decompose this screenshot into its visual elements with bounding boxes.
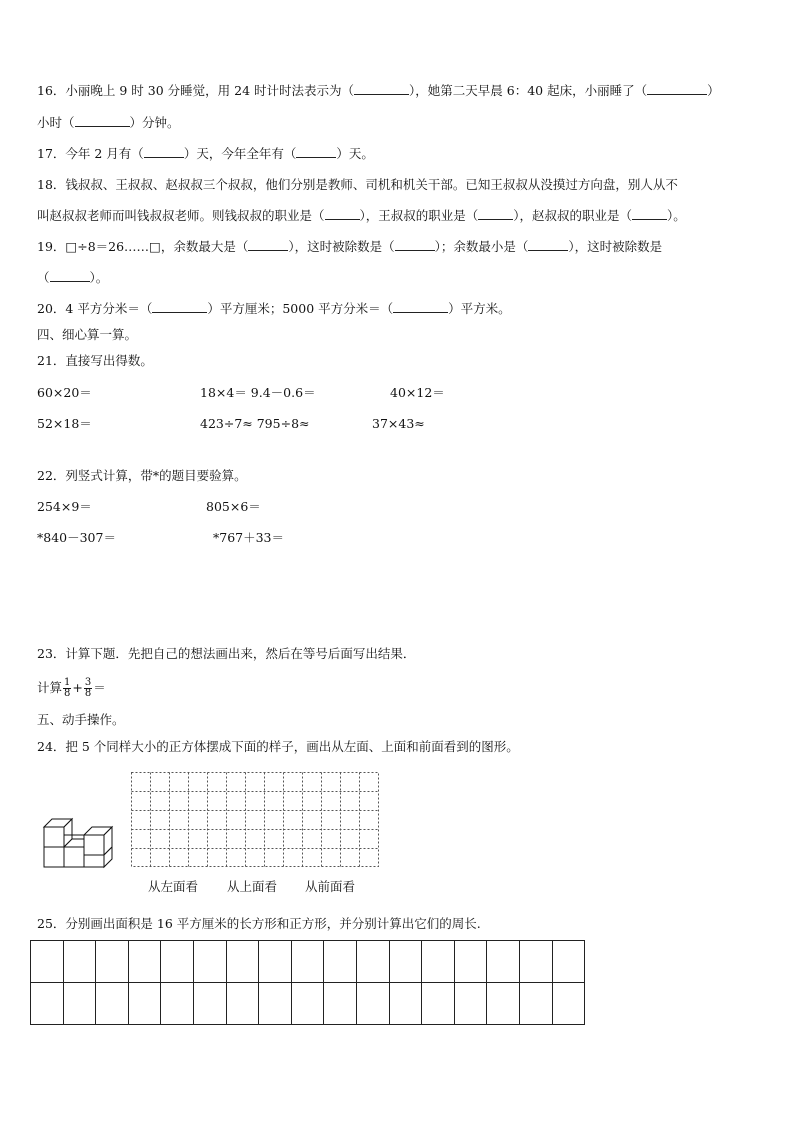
question-20: 20．4 平方分米＝（ ）平方厘米；5000 平方分米＝（ ）平方米。 [37, 301, 511, 316]
answer-blank[interactable] [632, 208, 667, 220]
section-5-heading: 五、动手操作。 [37, 712, 125, 727]
answer-blank[interactable] [528, 239, 568, 251]
fraction: $\frac{1}{8}$ [64, 677, 71, 699]
answer-blank[interactable] [50, 270, 90, 282]
answer-blank[interactable] [354, 83, 409, 95]
question-16-line-2: 小时（ ）分钟。 [37, 115, 180, 130]
caption-front-view: 从前面看 [305, 879, 356, 894]
q22-item: 254×9＝ [37, 499, 92, 514]
cube-stack-figure [40, 815, 116, 871]
section-4-heading: 四、细心算一算。 [37, 327, 138, 342]
question-19-line-2: （ ）。 [37, 270, 109, 285]
answer-blank[interactable] [647, 83, 707, 95]
question-18-line-2: 叫赵叔叔老师而叫钱叔叔老师。则钱叔叔的职业是（ ），王叔叔的职业是（ ），赵叔叔的职业是（ ）。 [37, 208, 686, 223]
answer-blank[interactable] [395, 239, 435, 251]
answer-blank[interactable] [393, 301, 448, 313]
answer-blank[interactable] [144, 146, 184, 158]
answer-blank[interactable] [478, 208, 513, 220]
caption-left-view: 从左面看 [148, 879, 199, 894]
question-18-line-1: 18．钱叔叔、王叔叔、赵叔叔三个叔叔，他们分别是教师、司机和机关干部。已知王叔叔从没摸过方向盘，别人从不 [37, 177, 678, 192]
q21-item: 52×18＝ [37, 416, 92, 431]
q23-expression: 计算 $\frac{1}{8}$ + $\frac{3}{8}$ ＝ [37, 677, 106, 699]
q21-item: 60×20＝ [37, 385, 92, 400]
question-21-title: 21．直接写出得数。 [37, 353, 153, 368]
answer-blank[interactable] [75, 115, 130, 127]
question-24-title: 24．把 5 个同样大小的正方体摆成下面的样子，画出从左面、上面和前面看到的图形。 [37, 739, 519, 754]
question-25-title: 25．分别画出面积是 16 平方厘米的长方形和正方形，并分别计算出它们的周长. [37, 916, 481, 931]
question-23-title: 23．计算下题．先把自己的想法画出来，然后在等号后面写出结果． [37, 646, 416, 661]
question-17: 17．今年 2 月有（ ）天，今年全年有（ ）天。 [37, 146, 374, 161]
q22-item: *767＋33＝ [213, 530, 285, 545]
q21-item: 18×4＝ 9.4－0.6＝ [200, 385, 316, 400]
square-drawing-grid [30, 940, 585, 1025]
answer-blank[interactable] [296, 146, 336, 158]
question-19-line-1: 19．□÷8＝26……□，余数最大是（ ），这时被除数是（ ）；余数最小是（ ），这时被除数是 [37, 239, 663, 254]
answer-blank[interactable] [248, 239, 288, 251]
q21-item: 423÷7≈ 795÷8≈ [200, 416, 310, 431]
q21-item: 37×43≈ [372, 416, 425, 431]
q22-item: *840－307＝ [37, 530, 116, 545]
dotted-drawing-grid [130, 771, 380, 868]
question-16-line-1: 16．小丽晚上 9 时 30 分睡觉，用 24 时计时法表示为（ ），她第二天早晨 6：40 起床，小丽睡了（ ） [37, 83, 720, 98]
q21-item: 40×12＝ [390, 385, 445, 400]
answer-blank[interactable] [152, 301, 207, 313]
caption-top-view: 从上面看 [227, 879, 278, 894]
q22-item: 805×6＝ [206, 499, 261, 514]
question-22-title: 22．列竖式计算，带*的题目要验算。 [37, 468, 247, 483]
answer-blank[interactable] [325, 208, 360, 220]
fraction: $\frac{3}{8}$ [84, 677, 92, 699]
